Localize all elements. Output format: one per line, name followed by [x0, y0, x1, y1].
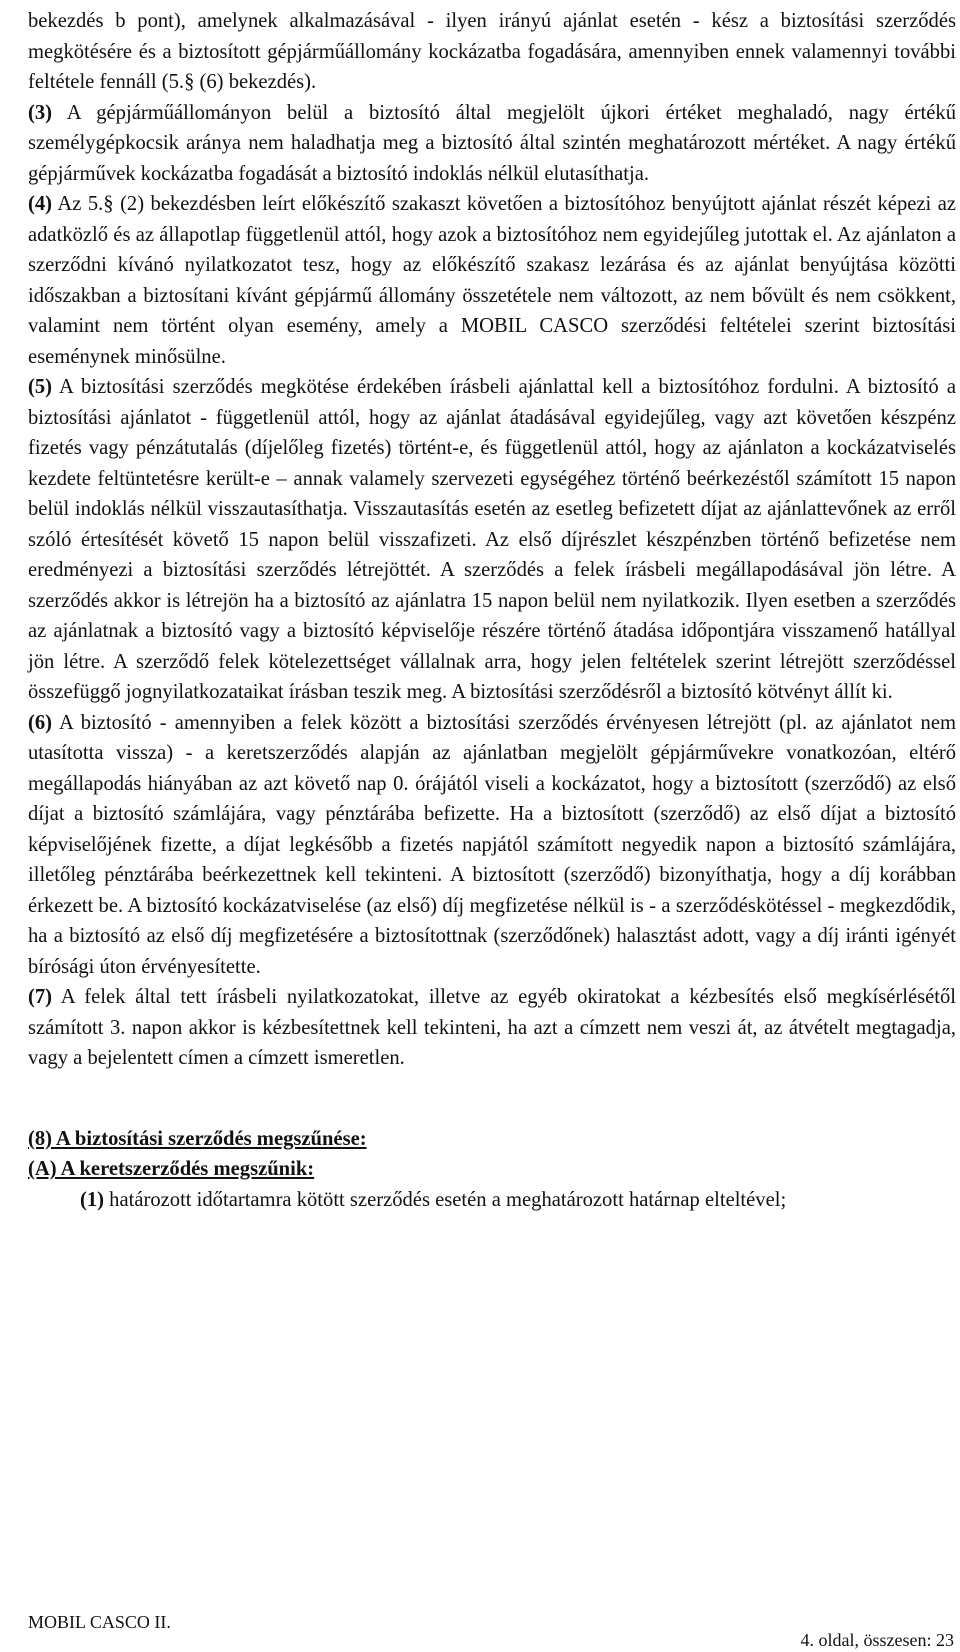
list-item-a1-text: határozott időtartamra kötött szerződés esetén a meghatározott határnap elteltével;: [109, 1188, 787, 1211]
paragraph-6-text: A biztosító - amennyiben a felek között a biztosítási szerződés érvényesen létrejött (pl. az ajánlatot nem utasította vissza) - a keretszerződés alapján az ajánlatban megjelölt gépjárművekre vonatkozóan, eltérő megállapodás hiányában az azt követő nap 0. órájától viseli a kockázatot, hogy a biztosított (szerződő) az első díjat a biztosító számlájára, vagy pénztárába befizette. Ha a biztosított (szerződő) az első díjat a biztosító képviselőjének fizette, a díjat legkésőbb a fizetés napjától számított negyedik napon a biztosító számlájára, illetőleg pénztárába beérkezettnek kell tekinteni. A biztosított (szerződő) bizonyíthatja, hogy a díj korábban érkezett be. A biztosító kockázatviselése (az első) díj megfizetése nélkül is - a szerződéskötéssel - megkezdődik, ha a biztosító az első díj megfizetésére a biztosítottnak (szerződőnek) halasztást adott, vagy a díj iránti igényét bírósági úton érvényesítette.: [28, 711, 956, 978]
paragraph-4-text: Az 5.§ (2) bekezdésben leírt előkészítő szakaszt követően a biztosítóhoz benyújtott ajánlat részét képezi az adatközlő és az állapotlap függetlenül attól, hogy azok a biztosítóhoz nem egyidejűleg jutottak el. Az ajánlaton a szerződni kívánó nyilatkozatot tesz, hogy az előkészítő szakasz lezárása és az ajánlat benyújtása közötti időszakban a biztosítani kívánt gépjármű állomány összetétele nem változott, az nem bővült és nem csökkent, valamint nem történt olyan esemény, amely a MOBIL CASCO szerződési feltételei szerint biztosítási eseménynek minősülne.: [28, 193, 956, 368]
paragraph-5-text: A biztosítási szerződés megkötése érdekében írásbeli ajánlattal kell a biztosítóhoz fordulni. A biztosító a biztosítási ajánlatot - függetlenül attól, hogy az ajánlat átadásával egyidejűleg, vagy azt követően készpénz fizetés vagy pénzátutalás (díjelőleg fizetés) történt-e, és függetlenül attól, hogy az ajánlaton a kockázatviselés kezdete feltüntetésre került-e – annak valamely szervezeti egységéhez történő beérkezéstől számított 15 napon belül indoklás nélkül visszautasíthatja. Visszautasítás esetén az esetleg befizetett díjat az ajánlattevőnek az erről szóló értesítését követő 15 napon belül visszafizeti. Az első díjrészlet készpénzben történő befizetése nem eredményezi a biztosítási szerződés létrejöttét. A szerződés a felek írásbeli megállapodásával jön létre. A szerződés akkor is létrejön ha a biztosító az ajánlatra 15 napon belül nem nyilatkozik. Ilyen esetben a szerződés az ajánlatnak a biztosító vagy a biztosító képviselője részére történő átadása időpontjára visszamenő hatállyal jön létre. A szerződő felek kötelezettséget vállalnak arra, hogy jelen feltételek szerint létrejött szerződéssel összefüggő jognyilatkozataikat írásban teszik meg. A biztosítási szerződésről a biztosító kötvényt állít ki.: [28, 376, 957, 703]
section-heading-8: [28, 1124, 956, 1155]
paragraph-4: [28, 189, 956, 372]
footer-document-title: MOBIL CASCO II.: [28, 1612, 171, 1632]
paragraph-5: [28, 372, 956, 708]
paragraph-intro: [28, 6, 956, 98]
subsection-heading-a-text: (A) A keretszerződés megszűnik:: [28, 1158, 315, 1180]
paragraph-7-number: (7): [28, 986, 53, 1008]
paragraph-4-number: (4): [28, 193, 53, 215]
paragraph-3-text: A gépjárműállományon belül a biztosító által megjelölt újkori értéket meghaladó, nagy értékű személygépkocsik aránya nem haladhatja meg a biztosító által szintén meghatározott mértéket. A nagy értékű gépjárművek kockázatba fogadását a biztosító indoklás nélkül elutasíthatja.: [28, 101, 956, 185]
subsection-heading-a: [28, 1154, 956, 1185]
document-body: [28, 6, 956, 1215]
footer-page-number: 4. oldal, összesen: 23: [800, 1630, 954, 1650]
paragraph-7-text: A felek által tett írásbeli nyilatkozatokat, illetve az egyéb okiratokat a kézbesítés első megkísérlésétől számított 3. napon akkor is kézbesítettnek kell tekinteni, ha azt a címzett nem veszi át, az átvételt megtagadja, vagy a bejelentett címen a címzett ismeretlen.: [28, 986, 956, 1069]
section-heading-8-text: (8) A biztosítási szerződés megszűnése:: [28, 1127, 367, 1150]
section-spacer: [28, 1074, 956, 1124]
paragraph-intro-text: bekezdés b pont), amelynek alkalmazásával - ilyen irányú ajánlat esetén - kész a biztosítási szerződés megkötésére és a biztosított gépjárműállomány kockázatba fogadására, amennyiben ennek valamennyi további feltétele fennáll (5.§ (6) bekezdés).: [28, 10, 956, 93]
list-item-a1-number: (1): [80, 1188, 105, 1211]
list-item-a1: [80, 1185, 956, 1216]
paragraph-5-number: (5): [28, 376, 53, 398]
paragraph-6-number: (6): [28, 711, 53, 734]
paragraph-7: [28, 982, 956, 1074]
paragraph-6: [28, 708, 956, 983]
paragraph-3: [28, 98, 956, 190]
paragraph-3-number: (3): [28, 101, 53, 124]
